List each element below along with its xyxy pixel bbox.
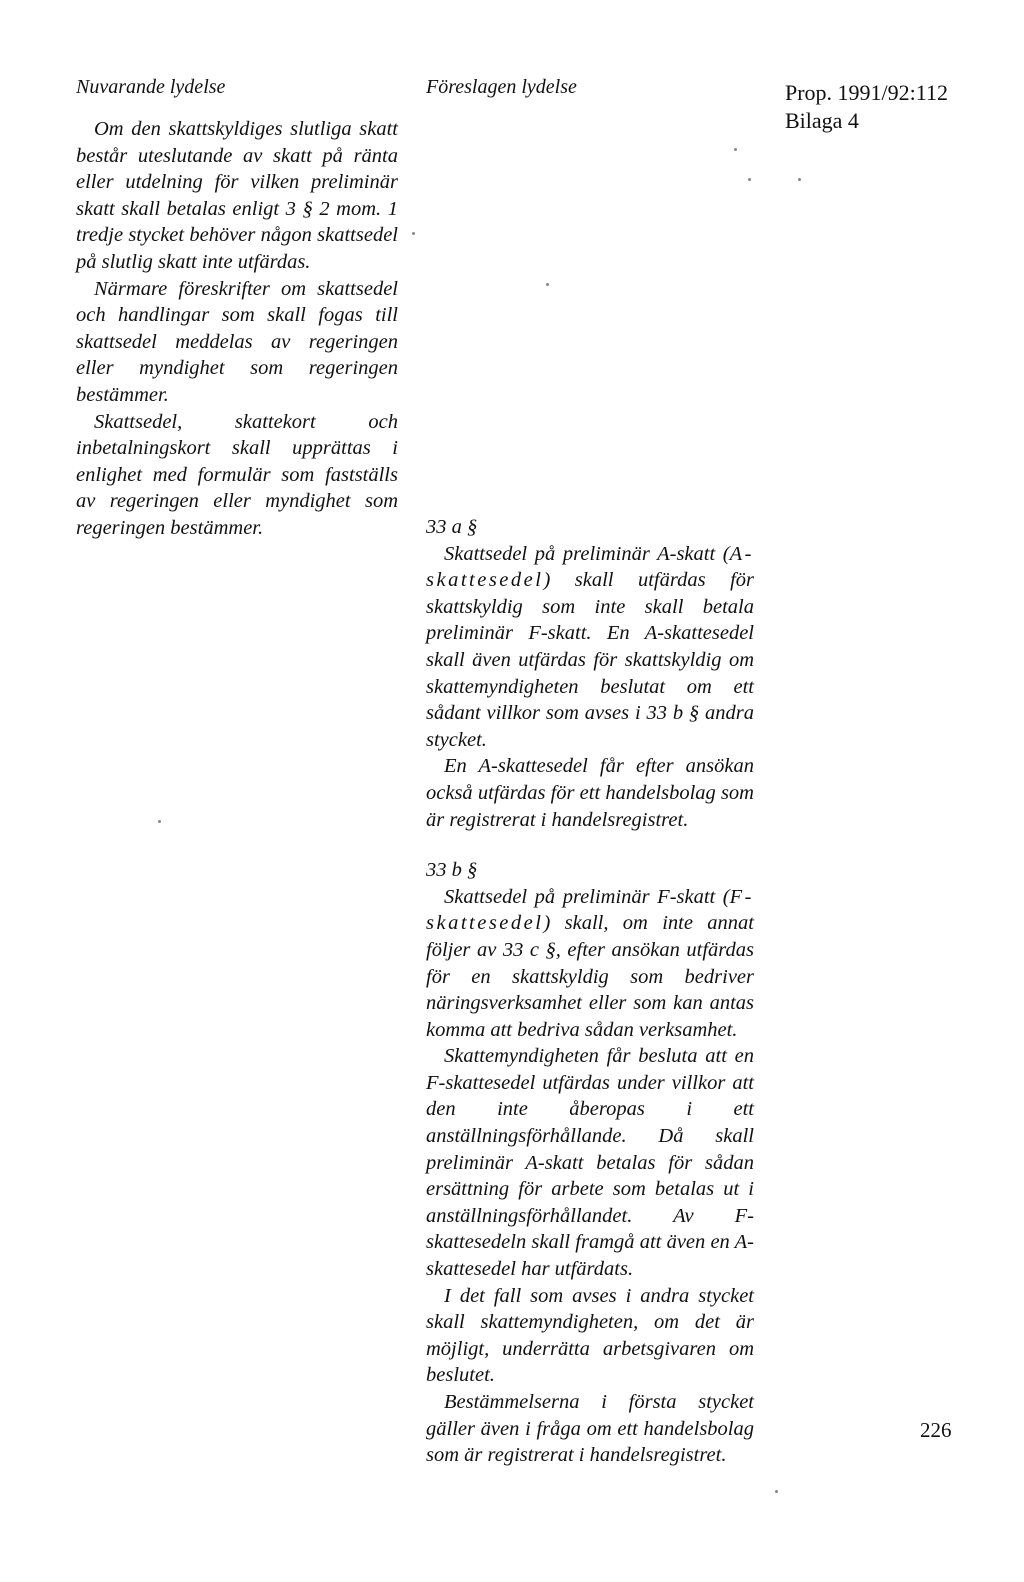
section-33b-defined-term: F-skattesedel <box>426 885 754 935</box>
section-33b-paragraph-1 <box>426 884 754 1044</box>
scan-speck <box>798 178 801 181</box>
section-33b-paragraph-3: I det fall som avses i andra stycket skall skattemyndigheten, om det är möjligt, underrätta arbetsgivaren om beslutet. <box>426 1284 754 1387</box>
section-33b-paragraph-4: Bestämmelserna i första stycket gäller även i fråga om ett handelsbolag som är registrerat i handelsregistret. <box>426 1391 754 1467</box>
section-spacer <box>426 833 754 857</box>
scan-speck <box>546 283 549 286</box>
proposition-number: Prop. 1991/92:112 <box>785 80 948 105</box>
scan-speck <box>412 232 415 235</box>
scan-speck <box>775 1490 778 1493</box>
scan-speck <box>734 148 737 151</box>
section-33b-p1-start: Skattsedel på preliminär F-skatt ( <box>444 885 730 908</box>
page-number: 226 <box>920 1418 952 1442</box>
section-33b-number: 33 b § <box>426 859 478 882</box>
scan-speck <box>748 178 751 181</box>
proposition-reference <box>785 79 948 135</box>
section-33a-p1-start: Skattsedel på preliminär A-skatt ( <box>444 542 730 565</box>
section-33a-number: 33 a § <box>426 516 478 538</box>
heading-current-wording: Nuvarande lydelse <box>76 76 226 98</box>
section-33b-p1-end: ) skall, om inte annat följer av 33 c §, efter ansökan utfärdas för en skattskyldig som bedriver näringsverksamhet eller som kan antas komma att bedriva sådan verksamhet. <box>426 912 754 1041</box>
left-column-text <box>76 116 398 542</box>
right-column-text <box>426 514 754 1469</box>
section-33a-paragraph-1 <box>426 541 754 754</box>
scan-speck <box>158 820 161 823</box>
section-33b-paragraph-2: Skattemyndigheten får besluta att en F-skattesedel utfärdas under villkor att den inte åberopas i ett anställningsförhållande. Då skall preliminär A-skatt betalas för sådan ersättning för arbete som betalas ut i anställningsförhållandet. Av F-skattesedeln skall framgå att även en A-skattesedel har utfärdats. <box>426 1045 754 1281</box>
left-paragraph-2: Närmare föreskrifter om skattsedel och handlingar som skall fogas till skattsedel meddelas av regeringen eller myndighet som regeringen bestämmer. <box>76 277 398 406</box>
section-33a-p1-end: ) skall utfärdas för skattskyldig som inte skall betala preliminär F-skatt. En A-skattesedel skall även utfärdas för skattskyldig om skattemyndigheten beslutat om ett sådant villkor som avses i 33 b § andra stycket. <box>426 569 754 751</box>
appendix-label: Bilaga 4 <box>785 108 859 133</box>
section-33a-defined-term: A-skattesedel <box>426 542 754 592</box>
section-33a-paragraph-2: En A-skattesedel får efter ansökan också utfärdas för ett handelsbolag som är registrerat i handelsregistret. <box>426 755 754 831</box>
heading-proposed-wording: Föreslagen lydelse <box>426 76 577 98</box>
left-paragraph-3: Skattsedel, skattekort och inbetalningskort skall upprättas i enlighet med formulär som fastställs av regeringen eller myndighet som regeringen bestämmer. <box>76 410 398 539</box>
left-paragraph-1: Om den skattskyldiges slutliga skatt består uteslutande av skatt på ränta eller utdelning för vilken preliminär skatt skall betalas enligt 3 § 2 mom. 1 tredje stycket behöver någon skattsedel på slutlig skatt inte utfärdas. <box>76 118 398 273</box>
